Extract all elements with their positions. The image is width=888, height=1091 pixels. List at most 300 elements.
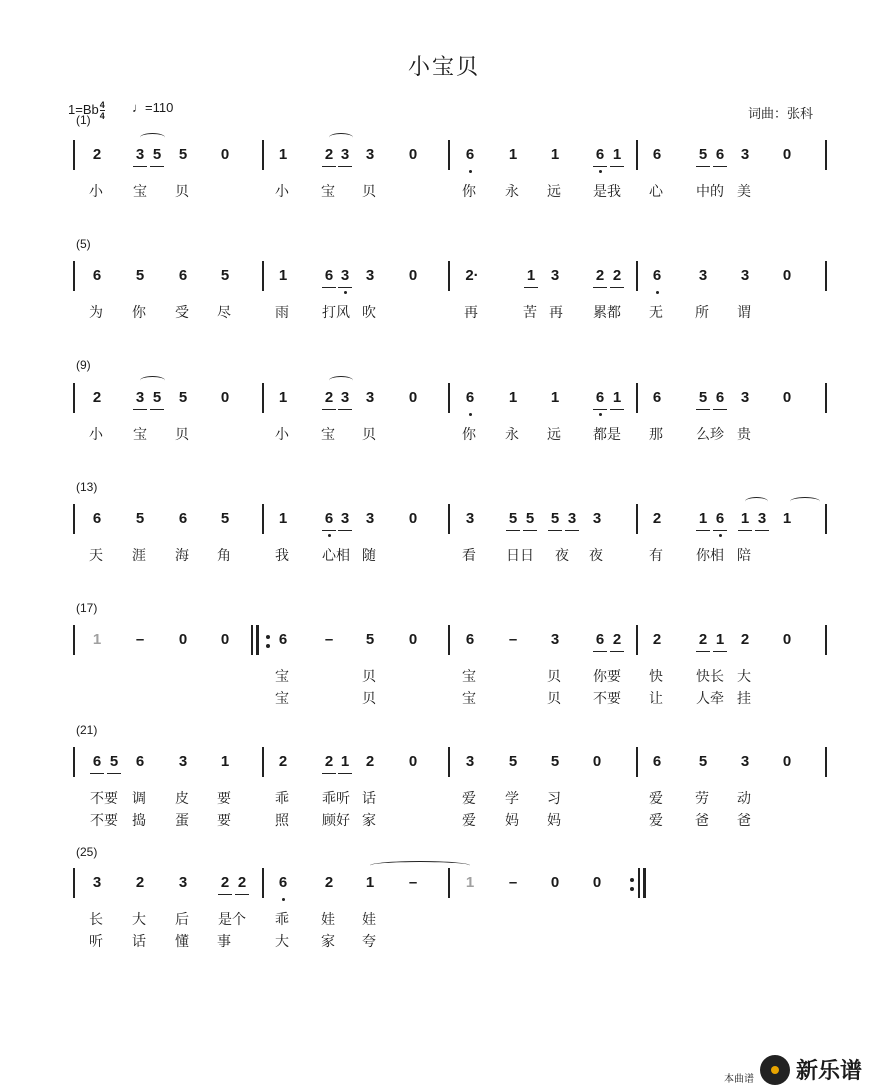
note xyxy=(87,630,107,650)
lyric-syllable: 宝 xyxy=(275,669,289,685)
note-value: 0 xyxy=(178,631,188,648)
note xyxy=(503,388,523,408)
slur xyxy=(329,376,353,385)
note xyxy=(87,388,107,408)
note xyxy=(647,752,667,772)
note-value: 6 xyxy=(92,267,102,284)
note-value: 0 xyxy=(782,146,792,163)
note-value: 1 xyxy=(92,631,102,648)
note-value: 3 xyxy=(550,631,560,648)
note-value: 3 xyxy=(365,389,375,406)
note xyxy=(147,145,167,165)
note-value: 1 xyxy=(465,874,475,891)
note-value: 2 xyxy=(595,267,605,284)
note xyxy=(503,630,523,650)
underline-beam xyxy=(593,651,607,653)
lower-octave-dot xyxy=(328,534,331,537)
barline xyxy=(262,140,264,170)
note-value: 3 xyxy=(340,267,350,284)
lyric-syllable: 皮 xyxy=(175,791,189,807)
underline-beam xyxy=(548,530,562,532)
note-value: 3 xyxy=(365,146,375,163)
note-value: 3 xyxy=(340,510,350,527)
note xyxy=(360,509,380,529)
lyric-syllable: 心相 xyxy=(322,548,350,564)
note-value: 2 xyxy=(698,631,708,648)
note xyxy=(777,145,797,165)
note-value: 3 xyxy=(567,510,577,527)
lyric-syllable: 宝 xyxy=(275,691,289,707)
lyric-syllable: 夜 xyxy=(589,548,603,564)
note-value: 3 xyxy=(340,389,350,406)
lyric-syllable: 妈 xyxy=(547,813,561,829)
lyric-syllable: 无 xyxy=(649,305,663,321)
note xyxy=(545,873,565,893)
note xyxy=(335,509,355,529)
note-value: 5 xyxy=(365,631,375,648)
note-value: 6 xyxy=(135,753,145,770)
note-value: 3 xyxy=(740,389,750,406)
note-value: 6 xyxy=(465,146,475,163)
note xyxy=(215,509,235,529)
note xyxy=(735,388,755,408)
note xyxy=(735,630,755,650)
note-value: 6 xyxy=(652,389,662,406)
note-value: 3 xyxy=(92,874,102,891)
underline-beam xyxy=(133,166,147,168)
lyric-syllable: 美 xyxy=(737,184,751,200)
note xyxy=(273,752,293,772)
barline xyxy=(448,625,450,655)
note xyxy=(587,873,607,893)
lyric-syllable: 劳 xyxy=(695,791,709,807)
underline-beam xyxy=(696,166,710,168)
underline-beam xyxy=(593,287,607,289)
lyric-syllable: 乖听 xyxy=(322,791,350,807)
note-value: – xyxy=(508,631,518,648)
underline-beam xyxy=(713,651,727,653)
note-value: 5 xyxy=(508,510,518,527)
note-value: 2 xyxy=(324,874,334,891)
note xyxy=(460,388,480,408)
lyric-syllable: 不要 xyxy=(90,791,118,807)
note xyxy=(173,145,193,165)
barline xyxy=(825,140,827,170)
note-value: 3 xyxy=(698,267,708,284)
lyric-syllable: 乖 xyxy=(275,791,289,807)
barline xyxy=(825,504,827,534)
slur xyxy=(140,133,165,142)
lyric-syllable: 爱 xyxy=(462,813,476,829)
barline xyxy=(73,261,75,291)
note-value: 0 xyxy=(782,631,792,648)
note xyxy=(647,388,667,408)
note xyxy=(562,509,582,529)
note-value: 5 xyxy=(525,510,535,527)
note xyxy=(273,873,293,893)
lyric-syllable: 角 xyxy=(217,548,231,564)
tempo-marking: ♩=110 xyxy=(132,100,174,115)
underline-beam xyxy=(593,409,607,411)
lyric-syllable: 贝 xyxy=(362,427,376,443)
underline-beam xyxy=(755,530,769,532)
note-value: 6 xyxy=(715,510,725,527)
note-value: 2 xyxy=(740,631,750,648)
barline xyxy=(448,747,450,777)
note-value: 6 xyxy=(652,753,662,770)
underline-beam xyxy=(338,409,352,411)
underline-beam xyxy=(218,894,232,896)
lyric-syllable: 远 xyxy=(547,184,561,200)
end-barline xyxy=(643,868,646,898)
note xyxy=(319,630,339,650)
record-icon xyxy=(760,1055,790,1085)
lyric-syllable: 是个 xyxy=(218,912,246,928)
note-value: 2 xyxy=(324,146,334,163)
note xyxy=(647,145,667,165)
note xyxy=(87,266,107,286)
lyric-syllable: 话 xyxy=(132,934,146,950)
note-value: 3 xyxy=(340,146,350,163)
note-value: 0 xyxy=(408,389,418,406)
underline-beam xyxy=(524,287,538,289)
note xyxy=(173,752,193,772)
barline xyxy=(448,261,450,291)
note xyxy=(173,266,193,286)
note-value: 0 xyxy=(220,146,230,163)
barline xyxy=(825,625,827,655)
composer-credit: 词曲：张科 xyxy=(748,107,814,122)
underline-beam xyxy=(713,166,727,168)
note-value: 5 xyxy=(698,146,708,163)
note xyxy=(273,266,293,286)
underline-beam xyxy=(150,409,164,411)
note xyxy=(403,509,423,529)
barline xyxy=(448,383,450,413)
underline-beam xyxy=(610,651,624,653)
measure-number: (21) xyxy=(76,723,98,737)
note xyxy=(130,752,150,772)
note xyxy=(173,630,193,650)
barline xyxy=(636,625,638,655)
note xyxy=(273,145,293,165)
lower-octave-dot xyxy=(282,898,285,901)
note-value: 1 xyxy=(550,389,560,406)
note-value: 3 xyxy=(365,510,375,527)
note-value: 0 xyxy=(550,874,560,891)
note-value: 0 xyxy=(220,389,230,406)
note xyxy=(545,145,565,165)
note xyxy=(777,630,797,650)
underline-beam xyxy=(610,287,624,289)
double-barline xyxy=(251,625,253,655)
lyric-syllable: 大 xyxy=(737,669,751,685)
note xyxy=(403,388,423,408)
note xyxy=(360,752,380,772)
note xyxy=(545,630,565,650)
barline xyxy=(262,868,264,898)
note xyxy=(403,873,423,893)
note-value: 1 xyxy=(278,389,288,406)
underline-beam xyxy=(713,409,727,411)
lyric-syllable: 你 xyxy=(132,305,146,321)
note xyxy=(545,388,565,408)
lyric-syllable: 宝 xyxy=(133,427,147,443)
lyric-syllable: 爱 xyxy=(649,791,663,807)
underline-beam xyxy=(696,530,710,532)
note-value: 1 xyxy=(612,146,622,163)
note xyxy=(360,630,380,650)
lyric-syllable: 动 xyxy=(737,791,751,807)
note-value: 2 xyxy=(612,631,622,648)
slur xyxy=(140,376,165,385)
measure-number: (1) xyxy=(76,113,91,127)
note-value: 3 xyxy=(550,267,560,284)
note-value: 3 xyxy=(465,753,475,770)
lyric-syllable: 小 xyxy=(89,184,103,200)
note-value: 6 xyxy=(465,631,475,648)
note xyxy=(87,509,107,529)
note xyxy=(460,630,480,650)
lyric-syllable: 谓 xyxy=(737,305,751,321)
underline-beam xyxy=(523,530,537,532)
measure-number: (25) xyxy=(76,845,98,859)
lyric-syllable: 都是 xyxy=(593,427,621,443)
lyric-syllable: 顾好 xyxy=(322,813,350,829)
underline-beam xyxy=(506,530,520,532)
lyric-syllable: 不要 xyxy=(593,691,621,707)
note xyxy=(335,388,355,408)
slur xyxy=(745,497,768,506)
barline xyxy=(73,868,75,898)
note xyxy=(503,873,523,893)
lyric-syllable: 宝 xyxy=(462,691,476,707)
barline xyxy=(636,504,638,534)
note xyxy=(710,388,730,408)
note-value: 1 xyxy=(365,874,375,891)
note xyxy=(607,388,627,408)
measure-number: (17) xyxy=(76,601,98,615)
note-value: 1 xyxy=(278,267,288,284)
note-value: 5 xyxy=(152,389,162,406)
barline xyxy=(825,261,827,291)
note-value: 1 xyxy=(698,510,708,527)
note xyxy=(273,388,293,408)
lyric-syllable: 后 xyxy=(175,912,189,928)
lyric-syllable: 那 xyxy=(649,427,663,443)
note-value: 1 xyxy=(340,753,350,770)
lyric-syllable: 爱 xyxy=(649,813,663,829)
note-value: 6 xyxy=(92,753,102,770)
note xyxy=(130,630,150,650)
note xyxy=(462,266,482,286)
note xyxy=(777,752,797,772)
measure-number: (9) xyxy=(76,358,91,372)
note xyxy=(777,388,797,408)
note-value: 3 xyxy=(740,267,750,284)
note xyxy=(693,752,713,772)
note xyxy=(173,509,193,529)
note xyxy=(273,509,293,529)
note xyxy=(130,509,150,529)
underline-beam xyxy=(90,773,104,775)
note xyxy=(607,630,627,650)
underline-beam xyxy=(338,530,352,532)
barline xyxy=(636,383,638,413)
lyric-syllable: 贝 xyxy=(175,184,189,200)
note-value: 3 xyxy=(135,146,145,163)
note-value: 6 xyxy=(178,510,188,527)
lower-octave-dot xyxy=(719,534,722,537)
lyric-syllable: 天 xyxy=(89,548,103,564)
lyric-syllable: 宝 xyxy=(462,669,476,685)
lyric-syllable: 你 xyxy=(462,427,476,443)
lyric-syllable: 快 xyxy=(649,669,663,685)
note-value: – xyxy=(408,874,418,891)
note xyxy=(460,509,480,529)
lyric-syllable: 照 xyxy=(275,813,289,829)
barline xyxy=(73,625,75,655)
note xyxy=(503,752,523,772)
barline xyxy=(262,383,264,413)
note-value: 6 xyxy=(595,146,605,163)
lyric-syllable: 大 xyxy=(132,912,146,928)
note-value: 6 xyxy=(715,146,725,163)
note xyxy=(710,145,730,165)
lyric-syllable: 不要 xyxy=(90,813,118,829)
note-value: 0 xyxy=(592,874,602,891)
note-value: 2 xyxy=(612,267,622,284)
lyric-syllable: 贝 xyxy=(547,669,561,685)
note xyxy=(710,509,730,529)
lyric-syllable: 你要 xyxy=(593,669,621,685)
lyric-syllable: 让 xyxy=(649,691,663,707)
lyric-syllable: 我 xyxy=(275,548,289,564)
lyric-syllable: 小 xyxy=(275,184,289,200)
note-value: 0 xyxy=(408,631,418,648)
note-value: 6 xyxy=(595,389,605,406)
lyric-syllable: 累都 xyxy=(593,305,621,321)
lyric-syllable: 蛋 xyxy=(175,813,189,829)
lyric-syllable: 娃 xyxy=(321,912,335,928)
lyric-syllable: 夜 xyxy=(555,548,569,564)
underline-beam xyxy=(322,166,336,168)
lyric-syllable: 家 xyxy=(321,934,335,950)
note xyxy=(647,630,667,650)
note xyxy=(710,630,730,650)
lyric-syllable: 看 xyxy=(462,548,476,564)
note-value: 5 xyxy=(152,146,162,163)
double-barline xyxy=(256,625,259,655)
note xyxy=(360,873,380,893)
lyric-syllable: 贝 xyxy=(547,691,561,707)
barline xyxy=(262,747,264,777)
note xyxy=(460,752,480,772)
note xyxy=(130,873,150,893)
slur xyxy=(790,497,820,506)
note-value: 1 xyxy=(278,510,288,527)
note-value: 1 xyxy=(550,146,560,163)
lyric-syllable: 长 xyxy=(89,912,103,928)
note-value: 5 xyxy=(550,510,560,527)
lyric-syllable: 懂 xyxy=(175,934,189,950)
lyric-syllable: 快长 xyxy=(696,669,724,685)
note-value: 0 xyxy=(782,267,792,284)
note-value: 0 xyxy=(408,753,418,770)
note-value: 5 xyxy=(550,753,560,770)
measure-number: (13) xyxy=(76,480,98,494)
note-value: 6 xyxy=(92,510,102,527)
note-value: 5 xyxy=(220,267,230,284)
underline-beam xyxy=(610,409,624,411)
note-value: 2 xyxy=(135,874,145,891)
note-value: – xyxy=(324,631,334,648)
note xyxy=(232,873,252,893)
lyric-syllable: 调 xyxy=(132,791,146,807)
note xyxy=(520,509,540,529)
note-value: 5 xyxy=(698,753,708,770)
site-logo xyxy=(760,1054,862,1085)
lyric-syllable: 贵 xyxy=(737,427,751,443)
note-value: 5 xyxy=(178,389,188,406)
barline xyxy=(448,868,450,898)
lyric-syllable: 小 xyxy=(275,427,289,443)
slur xyxy=(370,861,470,870)
note-value: 3 xyxy=(465,510,475,527)
note xyxy=(545,266,565,286)
note-value: – xyxy=(135,631,145,648)
lyric-syllable: 日日 xyxy=(506,548,534,564)
note xyxy=(403,752,423,772)
note-value: 3 xyxy=(365,267,375,284)
note xyxy=(647,266,667,286)
note-value: 3 xyxy=(740,146,750,163)
note xyxy=(545,752,565,772)
lyric-syllable: 雨 xyxy=(275,305,289,321)
note xyxy=(104,752,124,772)
underline-beam xyxy=(696,409,710,411)
lower-octave-dot xyxy=(656,291,659,294)
note xyxy=(273,630,293,650)
note-value: 2 xyxy=(652,631,662,648)
lyric-syllable: 乖 xyxy=(275,912,289,928)
note-value: 1 xyxy=(715,631,725,648)
note-value: 5 xyxy=(178,146,188,163)
note xyxy=(403,266,423,286)
underline-beam xyxy=(565,530,579,532)
note xyxy=(335,145,355,165)
note-value: 2 xyxy=(365,753,375,770)
lyric-syllable: 远 xyxy=(547,427,561,443)
footer-text: 本曲谱 xyxy=(724,1074,754,1085)
note-value: 6 xyxy=(652,146,662,163)
barline xyxy=(73,747,75,777)
note-value: 2 xyxy=(652,510,662,527)
note-value: 5 xyxy=(698,389,708,406)
note-value: 6 xyxy=(324,510,334,527)
note-value: 3 xyxy=(740,753,750,770)
barline xyxy=(262,504,264,534)
underline-beam xyxy=(593,166,607,168)
lyric-syllable: 大 xyxy=(275,934,289,950)
end-repeat-dots xyxy=(630,873,634,896)
lyric-syllable: 为 xyxy=(89,305,103,321)
underline-beam xyxy=(338,287,352,289)
note xyxy=(360,266,380,286)
lower-octave-dot xyxy=(599,170,602,173)
lyric-syllable: 爸 xyxy=(737,813,751,829)
underline-beam xyxy=(322,530,336,532)
